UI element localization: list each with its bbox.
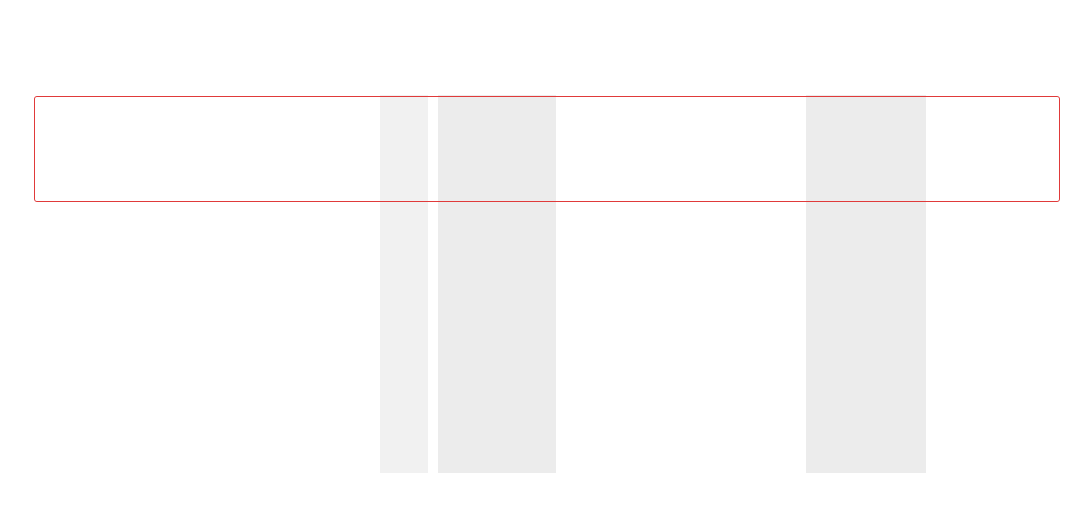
highlight-box (34, 96, 1060, 202)
